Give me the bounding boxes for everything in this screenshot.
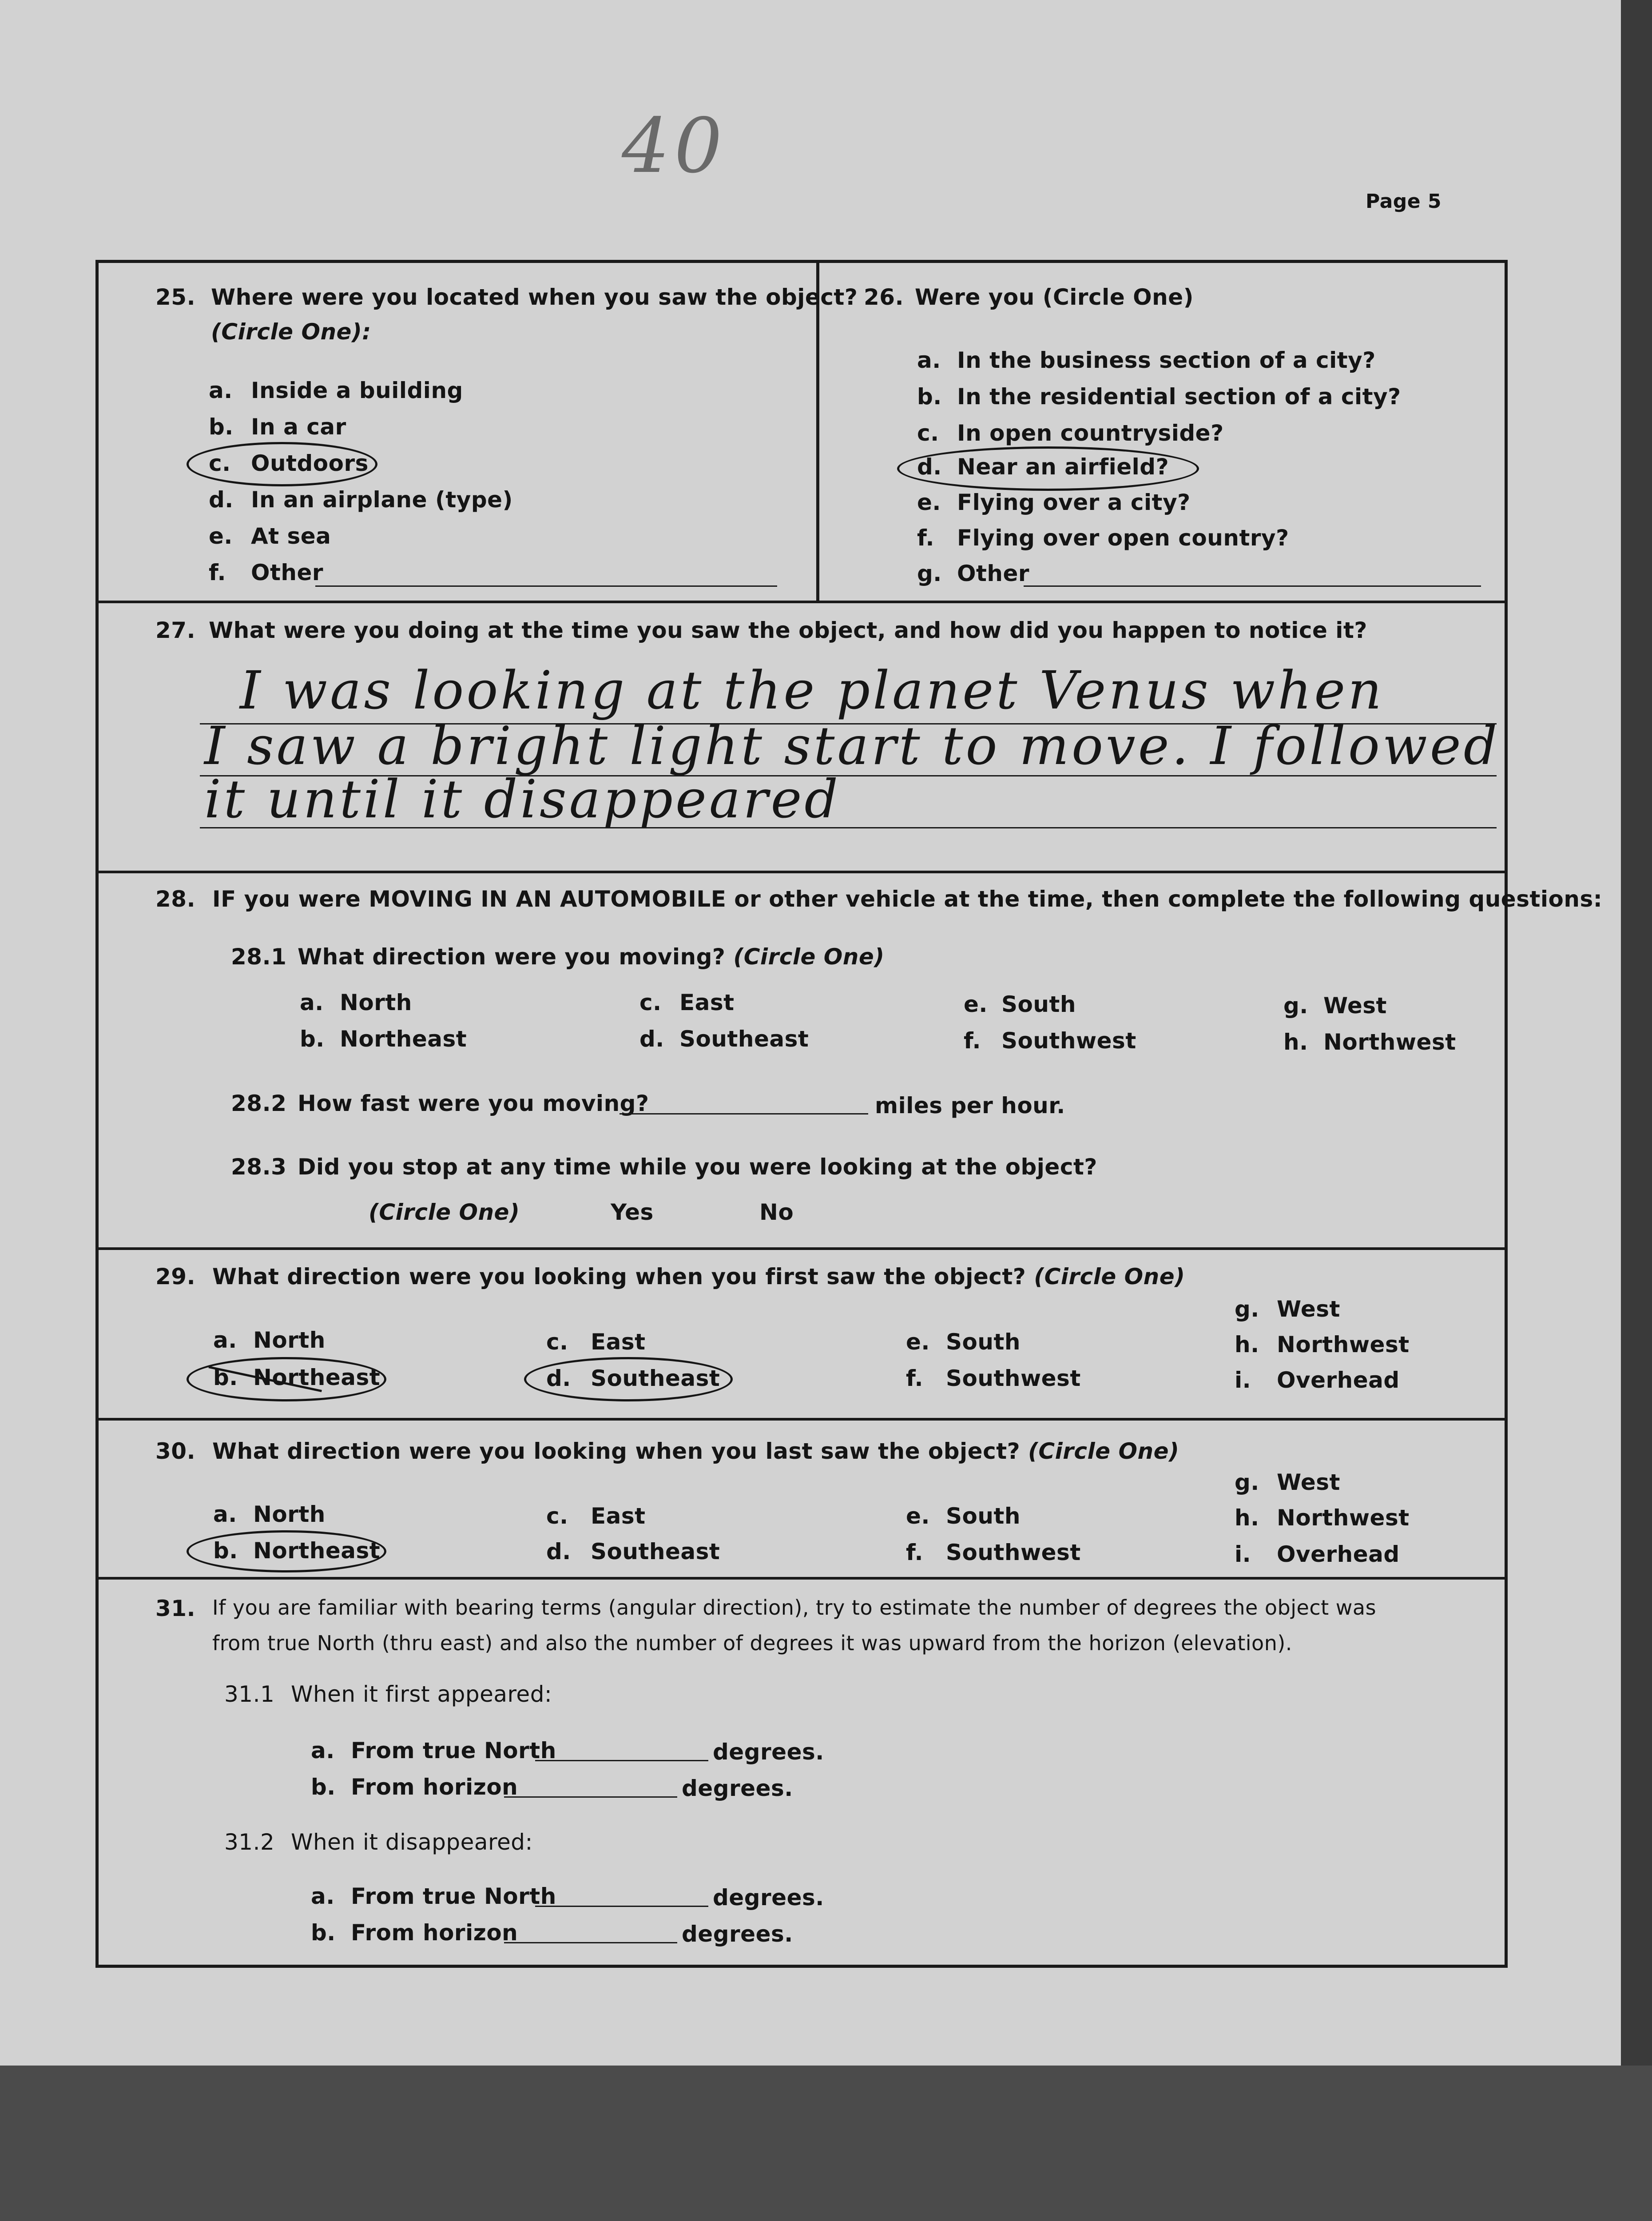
q30-option-b[interactable]: Northeast xyxy=(253,1538,381,1564)
q25-option-d[interactable]: In an airplane (type) xyxy=(251,487,513,513)
q28-1-option-b-letter: b. xyxy=(300,1026,325,1052)
q30-option-d[interactable]: Southeast xyxy=(591,1539,720,1564)
q27-answer-line-3: it until it disappeared xyxy=(204,768,841,830)
q29-option-i-letter: i. xyxy=(1235,1367,1251,1393)
q30-option-c-letter: c. xyxy=(546,1503,568,1529)
q25-option-f-letter: f. xyxy=(209,560,226,585)
q28-1-option-d-letter: d. xyxy=(639,1026,664,1052)
divider-25-26 xyxy=(816,260,819,602)
q31-1-a-field[interactable] xyxy=(535,1760,708,1761)
q28-1-option-h-letter: h. xyxy=(1283,1029,1308,1055)
q28-2-unit: miles per hour. xyxy=(875,1093,1065,1118)
q25-option-c-letter: c. xyxy=(209,450,231,476)
q26-number: 26. xyxy=(864,284,904,310)
q28-1-option-e[interactable]: South xyxy=(1001,991,1076,1017)
q26-option-c[interactable]: In open countryside? xyxy=(957,420,1224,446)
q28-1-option-f[interactable]: Southwest xyxy=(1001,1028,1136,1054)
q30-option-c[interactable]: East xyxy=(591,1503,646,1529)
q28-1-option-a-letter: a. xyxy=(300,990,324,1015)
q27-number: 27. xyxy=(155,617,196,643)
q25-option-a[interactable]: Inside a building xyxy=(251,378,463,403)
divider-31 xyxy=(95,1577,1508,1580)
q29-option-c[interactable]: East xyxy=(591,1329,646,1355)
q26-option-d[interactable]: Near an airfield? xyxy=(957,454,1169,480)
q29-option-g[interactable]: West xyxy=(1277,1296,1340,1322)
q29-text: What direction were you looking when you first saw the object? (Circle One) xyxy=(212,1264,1185,1290)
q25-option-e-letter: e. xyxy=(209,523,233,549)
q28-1-option-a[interactable]: North xyxy=(340,990,412,1015)
divider-29 xyxy=(95,1247,1508,1250)
q28-text: IF you were MOVING IN AN AUTOMOBILE or other vehicle at the time, then complete the following questions: xyxy=(212,886,1603,912)
q29-northeast-circle xyxy=(187,1357,386,1401)
q30-option-a[interactable]: North xyxy=(253,1501,326,1527)
q25-option-e[interactable]: At sea xyxy=(251,523,331,549)
q28-1-option-b[interactable]: Northeast xyxy=(340,1026,467,1052)
q31-1-b-letter: b. xyxy=(311,1774,336,1800)
q30-text: What direction were you looking when you last saw the object? (Circle One) xyxy=(212,1438,1179,1464)
q25-instruction: (Circle One): xyxy=(211,319,371,345)
q30-option-f-letter: f. xyxy=(906,1540,924,1565)
q26-answer-circle xyxy=(897,446,1199,491)
q30-option-h-letter: h. xyxy=(1235,1505,1259,1531)
q29-option-i[interactable]: Overhead xyxy=(1277,1367,1400,1393)
q28-3-instruction: (Circle One) xyxy=(369,1199,520,1225)
q31-2-b-field[interactable] xyxy=(504,1942,677,1943)
q26-option-d-letter: d. xyxy=(917,454,942,480)
q30-option-g[interactable]: West xyxy=(1277,1469,1340,1495)
q28-2-number: 28.2 xyxy=(231,1091,287,1116)
q26-option-f[interactable]: Flying over open country? xyxy=(957,525,1289,551)
q30-option-h[interactable]: Northwest xyxy=(1277,1505,1410,1531)
q31-2-a-text: From true North xyxy=(351,1883,556,1909)
q31-1-a-unit: degrees. xyxy=(713,1739,824,1765)
q30-option-a-letter: a. xyxy=(213,1501,237,1527)
q31-text-line-1: If you are familiar with bearing terms (angular direction), try to estimate the number of degrees the object was xyxy=(212,1596,1377,1620)
scan-background xyxy=(0,2066,1652,2221)
q26-option-a[interactable]: In the business section of a city? xyxy=(957,347,1376,373)
q25-option-c[interactable]: Outdoors xyxy=(251,450,369,476)
q28-3-text: Did you stop at any time while you were looking at the object? xyxy=(298,1154,1097,1180)
q29-option-a-letter: a. xyxy=(213,1327,237,1353)
q29-option-f[interactable]: Southwest xyxy=(946,1365,1081,1391)
divider-27 xyxy=(95,601,1508,603)
q28-number: 28. xyxy=(155,886,196,912)
q26-option-g-letter: g. xyxy=(917,561,942,586)
q28-1-option-g-letter: g. xyxy=(1283,993,1308,1019)
q28-2-text: How fast were you moving? xyxy=(298,1091,649,1116)
q26-option-b[interactable]: In the residential section of a city? xyxy=(957,384,1401,410)
q27-text: What were you doing at the time you saw the object, and how did you happen to notice it? xyxy=(209,617,1367,643)
divider-28 xyxy=(95,871,1508,873)
q27-answer-line-2: I saw a bright light start to move. I followed xyxy=(204,715,1500,776)
q31-2-a-unit: degrees. xyxy=(713,1885,824,1911)
q31-1-number: 31.1 xyxy=(224,1681,275,1707)
q29-southeast-circle xyxy=(524,1357,733,1401)
q31-1-a-letter: a. xyxy=(311,1738,335,1763)
q31-1-b-text: From horizon xyxy=(351,1774,518,1800)
q30-option-b-letter: b. xyxy=(213,1538,238,1564)
q29-option-h-letter: h. xyxy=(1235,1332,1259,1357)
q31-2-b-text: From horizon xyxy=(351,1920,518,1946)
q26-option-b-letter: b. xyxy=(917,384,942,410)
q26-option-g[interactable]: Other xyxy=(957,561,1030,586)
q29-option-g-letter: g. xyxy=(1235,1296,1259,1322)
q26-text: Were you (Circle One) xyxy=(915,284,1194,310)
q31-2-b-letter: b. xyxy=(311,1920,336,1946)
q29-option-h[interactable]: Northwest xyxy=(1277,1332,1410,1357)
q29-option-e[interactable]: South xyxy=(946,1329,1021,1355)
q31-1-a-text: From true North xyxy=(351,1738,556,1763)
q29-option-d-letter: d. xyxy=(546,1365,571,1391)
q30-option-f[interactable]: Southwest xyxy=(946,1540,1081,1565)
q28-3-no[interactable]: No xyxy=(759,1199,794,1225)
q30-option-g-letter: g. xyxy=(1235,1469,1259,1495)
q25-answer-circle xyxy=(187,442,377,486)
q26-other-line[interactable] xyxy=(1024,585,1481,587)
q28-1-option-g[interactable]: West xyxy=(1323,993,1387,1019)
q31-1-b-unit: degrees. xyxy=(682,1775,793,1801)
q28-1-option-f-letter: f. xyxy=(964,1028,981,1054)
q25-text: Where were you located when you saw the object? xyxy=(211,284,858,310)
handwritten-page-mark: 40 xyxy=(622,102,727,190)
q29-option-d[interactable]: Southeast xyxy=(591,1365,720,1391)
q31-2-b-unit: degrees. xyxy=(682,1921,793,1947)
q28-2-speed-field[interactable] xyxy=(620,1113,868,1114)
q28-1-text: What direction were you moving? (Circle One) xyxy=(298,944,885,970)
q25-option-d-letter: d. xyxy=(209,487,234,513)
q31-number: 31. xyxy=(155,1596,196,1621)
q31-1-label: When it first appeared: xyxy=(291,1681,552,1707)
q31-2-number: 31.2 xyxy=(224,1829,275,1855)
q30-option-e[interactable]: South xyxy=(946,1503,1021,1529)
q28-1-option-e-letter: e. xyxy=(964,991,988,1017)
q28-1-option-c-letter: c. xyxy=(639,990,662,1015)
divider-30 xyxy=(95,1418,1508,1421)
q28-1-option-h[interactable]: Northwest xyxy=(1323,1029,1456,1055)
q25-option-b-letter: b. xyxy=(209,414,234,440)
q29-option-b-letter: b. xyxy=(213,1365,238,1390)
q31-1-b-field[interactable] xyxy=(504,1796,677,1798)
q29-option-b[interactable]: Northeast xyxy=(253,1365,381,1390)
q30-option-i-letter: i. xyxy=(1235,1541,1251,1567)
q26-option-e[interactable]: Flying over a city? xyxy=(957,490,1191,515)
q28-1-option-d[interactable]: Southeast xyxy=(679,1026,809,1052)
q29-option-e-letter: e. xyxy=(906,1329,930,1355)
q25-option-b[interactable]: In a car xyxy=(251,414,346,440)
q25-number: 25. xyxy=(155,284,196,310)
q29-option-c-letter: c. xyxy=(546,1329,568,1355)
q27-answer-rule-3 xyxy=(200,827,1497,828)
q30-number: 30. xyxy=(155,1438,196,1464)
q25-option-a-letter: a. xyxy=(209,378,233,403)
q30-option-d-letter: d. xyxy=(546,1539,571,1564)
q31-text-line-2: from true North (thru east) and also the number of degrees it was upward from the horizon (elevation). xyxy=(212,1631,1292,1655)
q28-1-option-c[interactable]: East xyxy=(679,990,735,1015)
q31-2-a-field[interactable] xyxy=(535,1906,708,1907)
q28-3-yes[interactable]: Yes xyxy=(611,1199,654,1225)
q26-option-a-letter: a. xyxy=(917,347,941,373)
q29-number: 29. xyxy=(155,1264,196,1290)
q26-option-f-letter: f. xyxy=(917,525,935,551)
page-number: Page 5 xyxy=(1366,190,1442,213)
q30-option-i[interactable]: Overhead xyxy=(1277,1541,1400,1567)
q31-2-label: When it disappeared: xyxy=(291,1829,533,1855)
q26-option-c-letter: c. xyxy=(917,420,939,446)
q28-1-number: 28.1 xyxy=(231,944,287,970)
q29-option-f-letter: f. xyxy=(906,1365,924,1391)
q30-answer-circle xyxy=(187,1530,386,1572)
q28-3-number: 28.3 xyxy=(231,1154,287,1180)
q27-answer-line-1: I was looking at the planet Venus when xyxy=(240,660,1385,721)
q25-option-f[interactable]: Other xyxy=(251,560,324,585)
q25-other-line[interactable] xyxy=(315,585,777,587)
q31-2-a-letter: a. xyxy=(311,1883,335,1909)
q26-option-e-letter: e. xyxy=(917,490,941,515)
q29-option-a[interactable]: North xyxy=(253,1327,326,1353)
q30-option-e-letter: e. xyxy=(906,1503,930,1529)
